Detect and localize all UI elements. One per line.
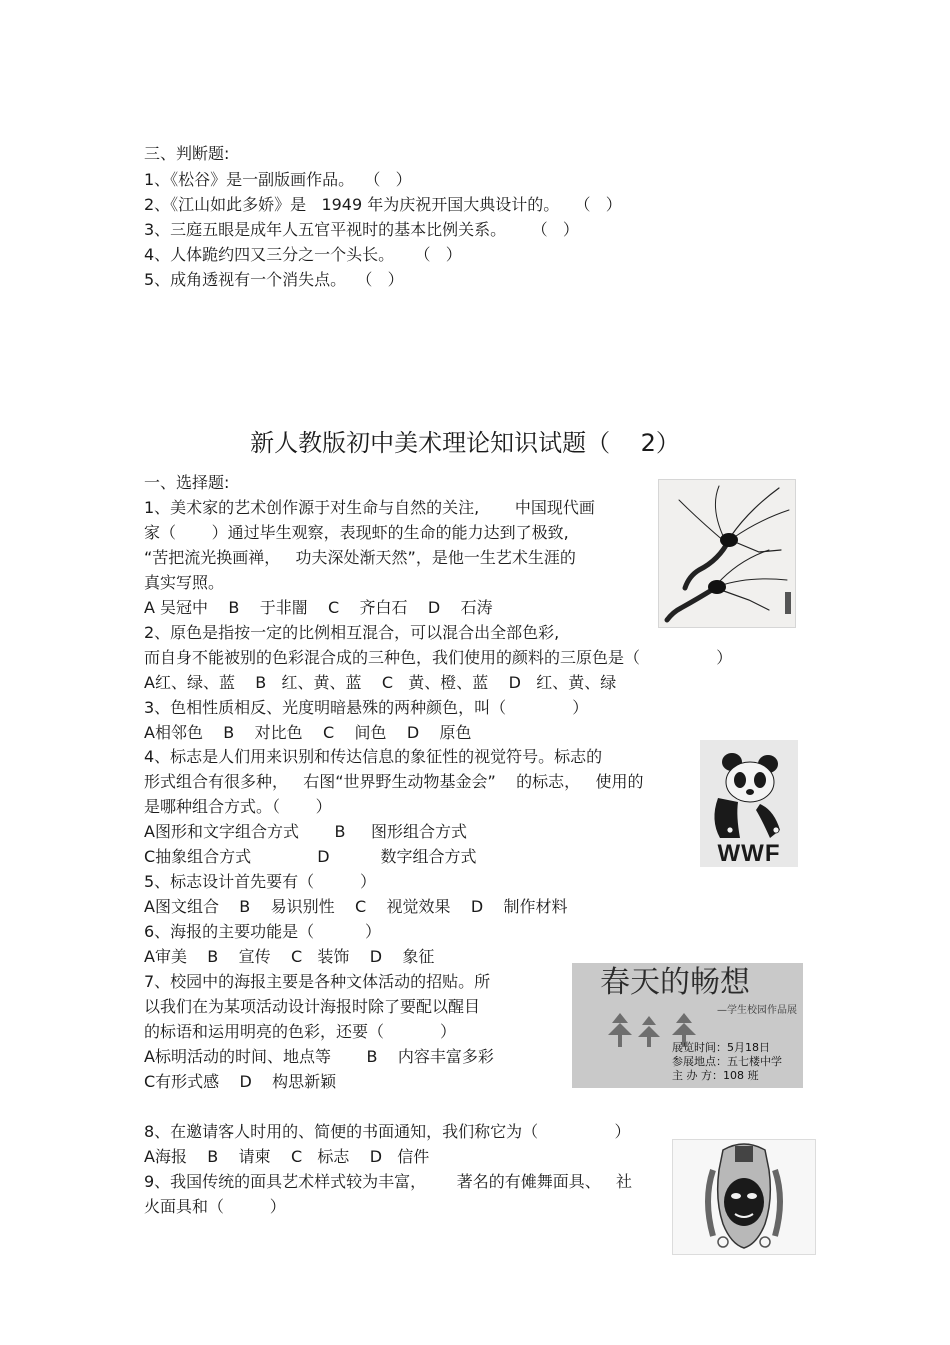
q5-line-1: 5、标志设计首先要有（ ）: [144, 872, 376, 891]
q8-line-1: 8、在邀请客人时用的、简便的书面通知，我们称它为（ ）: [144, 1122, 631, 1141]
q7-line-2: 以我们在为某项活动设计海报时除了要配以醒目: [144, 997, 481, 1016]
judgment-item-5: 5、成角透视有一个消失点。 （ ）: [144, 270, 404, 289]
q4-line-3: 是哪种组合方式。（ ）: [144, 797, 332, 816]
q9-line-2: 火面具和（ ）: [144, 1197, 286, 1216]
judgment-item-4: 4、人体跪约四又三分之一个头长。 （ ）: [144, 245, 462, 264]
poster-subtitle: —学生校园作品展: [717, 1005, 797, 1016]
q4-options-1: A图形和文字组合方式 B 图形组合方式: [144, 822, 467, 841]
q2-options: A红、绿、蓝 B 红、黄、蓝 C 黄、橙、蓝 D 红、黄、绿: [144, 673, 617, 692]
q7-line-3: 的标语和运用明亮的色彩，还要（ ）: [144, 1022, 456, 1041]
judgment-item-3: 3、三庭五眼是成年人五官平视时的基本比例关系。 （ ）: [144, 220, 579, 239]
q3-line-1: 3、色相性质相反、光度明暗悬殊的两种颜色，叫（ ）: [144, 698, 589, 717]
q4-line-1: 4、标志是人们用来识别和传达信息的象征性的视觉符号。标志的: [144, 747, 603, 766]
q1-line-1: 1、美术家的艺术创作源于对生命与自然的关注, 中国现代画: [144, 498, 595, 517]
judgment-heading: 三、判断题:: [144, 144, 230, 163]
q1-line-4: 真实写照。: [144, 573, 225, 592]
q2-line-1: 2、原色是指按一定的比例相互混合，可以混合出全部色彩,: [144, 623, 560, 642]
q7-line-1: 7、校园中的海报主要是各种文体活动的招贴。所: [144, 972, 491, 991]
q6-line-1: 6、海报的主要功能是（ ）: [144, 922, 382, 941]
q4-options-2: C抽象组合方式 D 数字组合方式: [144, 847, 477, 866]
page-title: 新人教版初中美术理论知识试题（ 2）: [250, 429, 680, 457]
q2-line-2: 而自身不能被别的色彩混合成的三种色，我们使用的颜料的三原色是（ ）: [144, 648, 733, 667]
wwf-logo-text: WWF: [717, 840, 781, 867]
poster-time: 展览时间：5月18日: [672, 1041, 770, 1054]
q9-line-1: 9、我国传统的面具艺术样式较为丰富， 著名的有傩舞面具、 社: [144, 1172, 632, 1191]
wwf-logo-image: [700, 740, 798, 867]
shrimp-painting-image: [658, 479, 796, 628]
q1-line-2: 家（ ）通过毕生观察，表现虾的生命的能力达到了极致,: [144, 523, 569, 542]
q7-options-2: C有形式感 D 构思新颖: [144, 1072, 337, 1091]
q3-options: A相邻色 B 对比色 C 间色 D 原色: [144, 723, 472, 742]
mask-icon: [673, 1140, 815, 1254]
q4-line-2: 形式组合有很多种， 右图“世界野生动物基金会” 的标志， 使用的: [144, 772, 644, 791]
q5-options: A图文组合 B 易识别性 C 视觉效果 D 制作材料: [144, 897, 568, 916]
q6-options: A审美 B 宣传 C 装饰 D 象征: [144, 947, 435, 966]
choice-heading: 一、选择题:: [144, 473, 230, 492]
q1-line-3: “苦把流光换画禅， 功夫深处渐天然”，是他一生艺术生涯的: [144, 548, 576, 567]
judgment-item-1: 1、《松谷》是一副版画作品。 （ ）: [144, 170, 412, 189]
judgment-item-2: 2、《江山如此多娇》是 1949 年为庆祝开国大典设计的。 （ ）: [144, 195, 622, 214]
poster-place: 参展地点：五七楼中学: [672, 1055, 782, 1068]
poster-image: [572, 963, 803, 1088]
poster-host: 主 办 方：108 班: [672, 1069, 759, 1082]
mask-image: [672, 1139, 816, 1255]
q1-options: A 吴冠中 B 于非闇 C 齐白石 D 石涛: [144, 598, 493, 617]
q7-options-1: A标明活动的时间、地点等 B 内容丰富多彩: [144, 1047, 494, 1066]
q8-options: A海报 B 请柬 C 标志 D 信件: [144, 1147, 430, 1166]
poster-title: 春天的畅想: [600, 965, 750, 1000]
